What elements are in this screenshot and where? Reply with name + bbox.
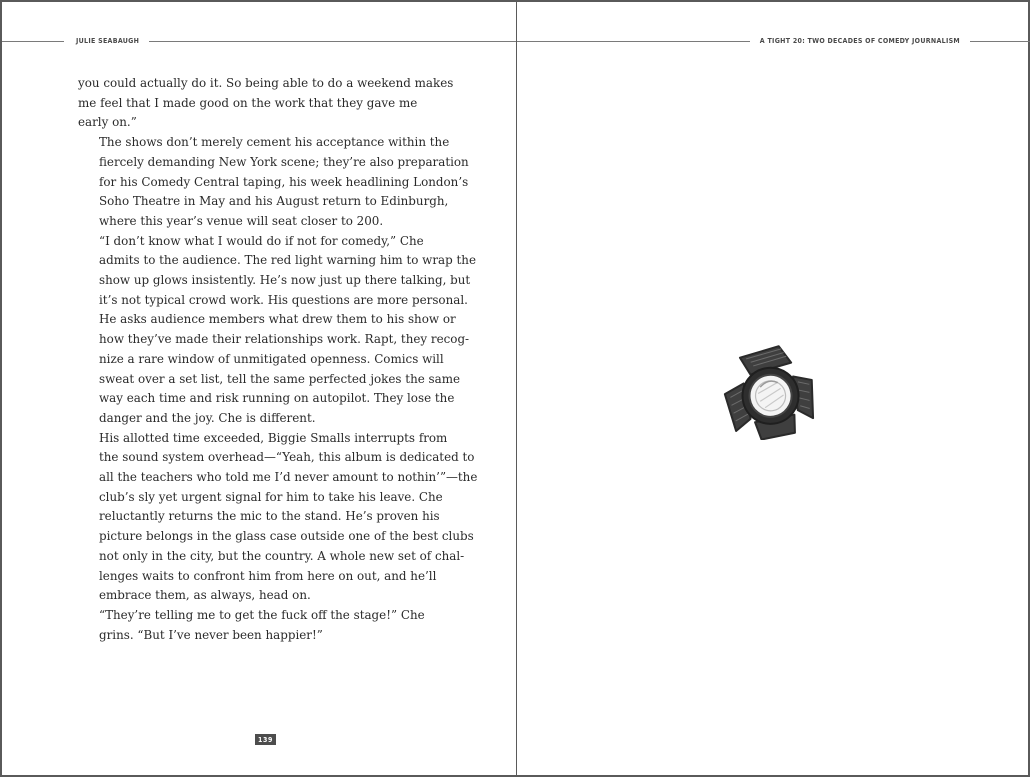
- stage-spotlight-icon: [717, 340, 822, 440]
- left-running-head: [2, 35, 516, 47]
- text-line: “I don’t know what I would do if not for comedy,” Che: [99, 233, 424, 248]
- text-line: the sound system overhead—“Yeah, this album is dedicated to: [99, 450, 475, 465]
- paragraph: [78, 133, 469, 232]
- author-name: JULIE SEABAUGH: [76, 37, 140, 45]
- left-page: [2, 2, 516, 775]
- text-line: sweat over a set list, tell the same perfected jokes the same: [99, 371, 461, 386]
- text-line: danger and the joy. Che is different.: [99, 410, 316, 425]
- paragraph: [78, 74, 458, 133]
- header-rule: [970, 41, 1030, 42]
- paragraph: [78, 232, 476, 429]
- text-line: it’s not typical crowd work. His questions are more personal.: [99, 292, 468, 307]
- text-line: “They’re telling me to get the fuck off the stage!” Che: [99, 607, 425, 622]
- text-line: His allotted time exceeded, Biggie Smalls interrupts from: [99, 430, 448, 445]
- text-line: embrace them, as always, head on.: [99, 588, 311, 603]
- text-line: way each time and risk running on autopilot. They lose the: [99, 391, 455, 406]
- body-text: [78, 74, 478, 645]
- text-line: where this year’s venue will seat closer to 200.: [99, 213, 384, 228]
- text-line: reluctantly returns the mic to the stand. He’s proven his: [99, 509, 440, 524]
- header-rule: [2, 41, 64, 42]
- page-number: 139: [255, 734, 276, 745]
- text-line: not only in the city, but the country. A whole new set of chal-: [99, 548, 465, 563]
- text-line: show up glows insistently. He’s now just up there talking, but: [99, 273, 471, 288]
- paragraph: [78, 606, 458, 645]
- text-line: admits to the audience. The red light warning him to wrap the: [99, 253, 476, 268]
- text-line: nize a rare window of unmitigated openness. Comics will: [99, 351, 444, 366]
- text-line: Soho Theatre in May and his August return to Edinburgh,: [99, 194, 449, 209]
- text-line: early on.”: [78, 115, 137, 130]
- text-line: how they’ve made their relationships work. Rapt, they recog-: [99, 332, 470, 347]
- text-line: for his Comedy Central taping, his week headlining London’s: [99, 174, 469, 189]
- header-rule: [517, 41, 750, 42]
- text-line: picture belongs in the glass case outside one of the best clubs: [99, 529, 474, 544]
- text-line: lenges waits to confront him from here on out, and he’ll: [99, 568, 437, 583]
- text-line: He asks audience members what drew them to his show or: [99, 312, 456, 327]
- header-rule: [149, 41, 516, 42]
- text-line: fiercely demanding New York scene; they’re also preparation: [99, 154, 469, 169]
- text-line: grins. “But I’ve never been happier!”: [99, 627, 323, 642]
- text-line: all the teachers who told me I’d never amount to nothin’”—the: [99, 470, 478, 485]
- right-page: [517, 2, 1030, 775]
- text-line: club’s sly yet urgent signal for him to take his leave. Che: [99, 489, 443, 504]
- text-line: The shows don’t merely cement his acceptance within the: [99, 135, 450, 150]
- right-running-head: [517, 35, 1030, 47]
- text-line: me feel that I made good on the work that they gave me: [78, 95, 418, 110]
- text-line: you could actually do it. So being able to do a weekend makes: [78, 76, 454, 90]
- paragraph: [78, 429, 478, 606]
- book-title: A TIGHT 20: TWO DECADES OF COMEDY JOURNALISM: [759, 37, 960, 45]
